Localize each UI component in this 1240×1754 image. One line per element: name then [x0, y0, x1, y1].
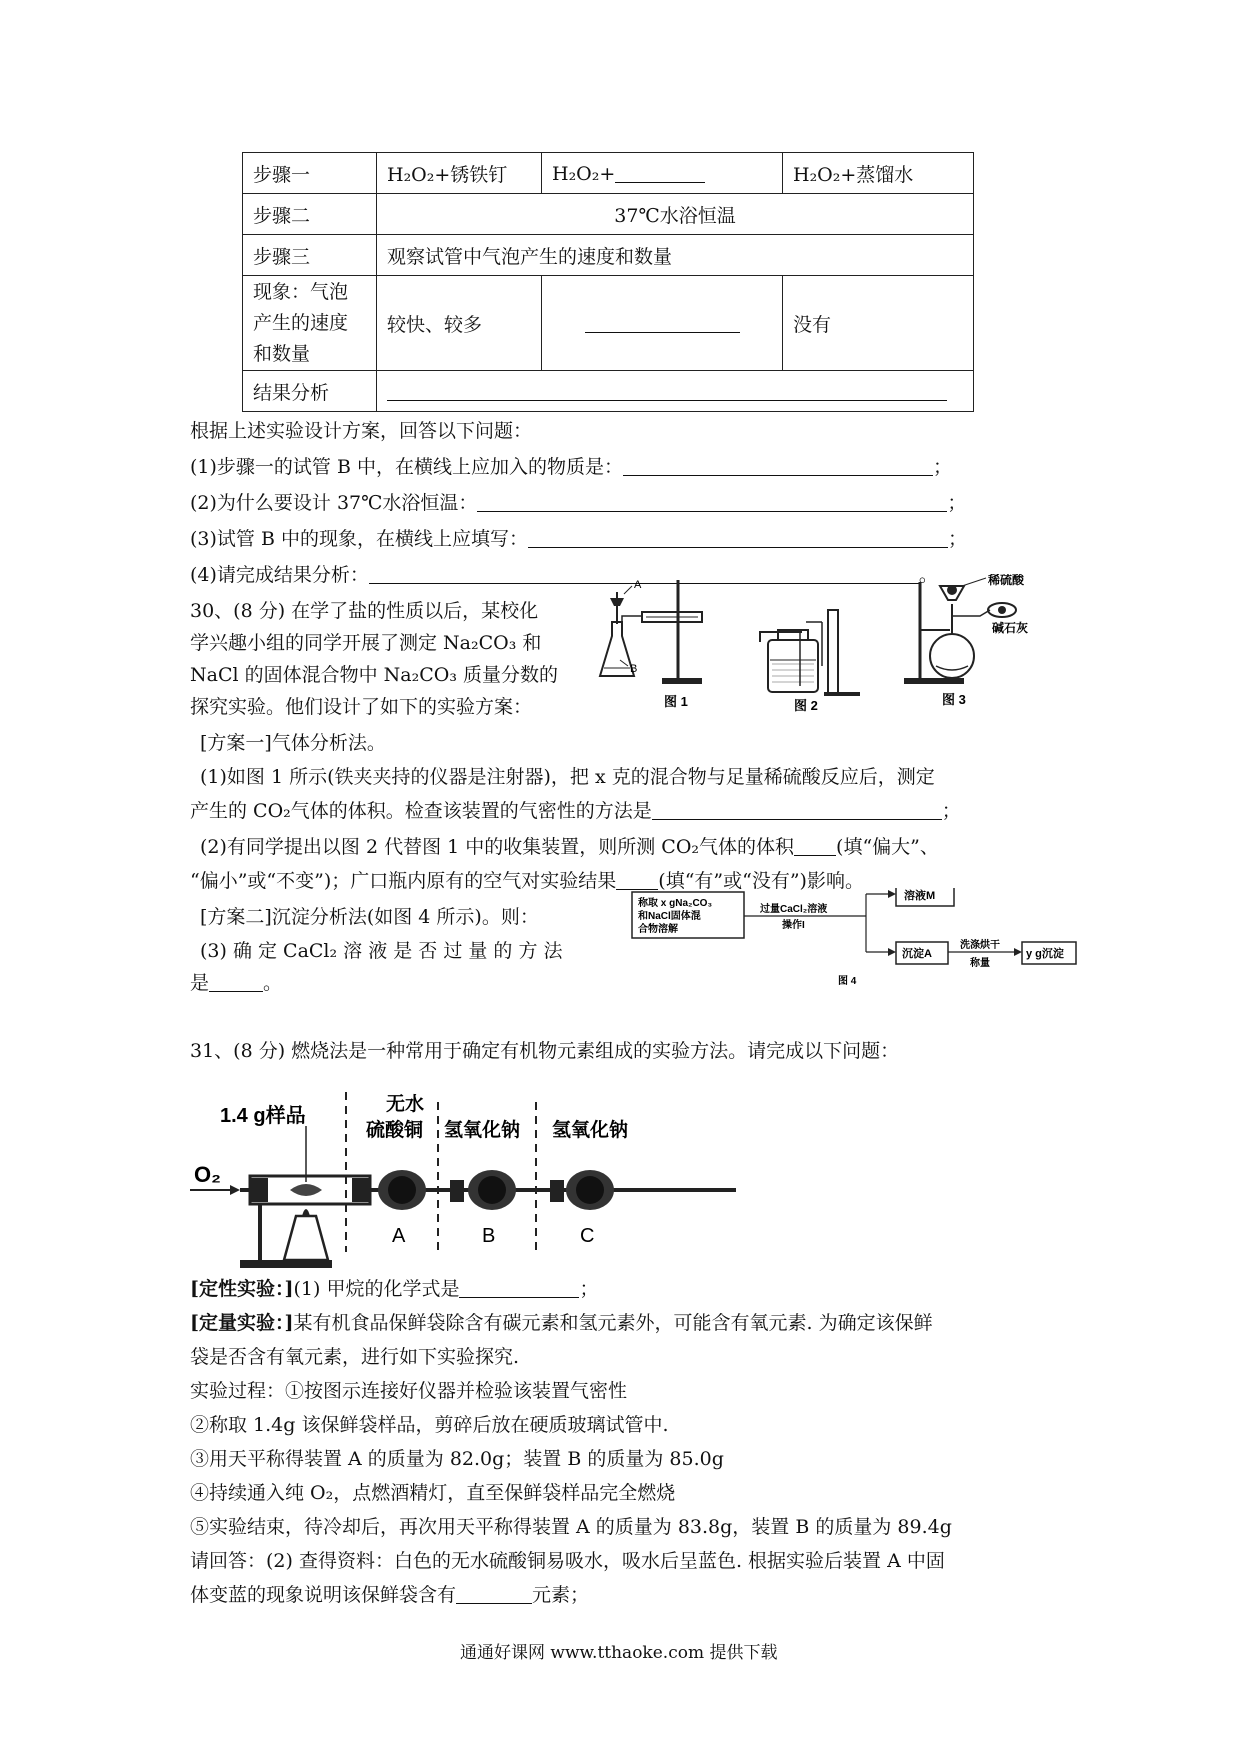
q30-question-1-line: (1)如图 1 所示(铁夹夹持的仪器是注射器)，把 x 克的混合物与足量稀硫酸反应后，测定: [200, 766, 935, 788]
punctuation: ；: [947, 528, 967, 550]
question-text: (4)请完成结果分析：: [190, 564, 369, 586]
table-cell: [377, 371, 974, 412]
question-text: (2)有同学提出以图 2 代替图 1 中的收集装置，则所测 CO₂气体的体积: [200, 836, 795, 858]
flow-arrow-label: 称量: [970, 958, 990, 969]
table-cell: [542, 153, 783, 194]
table-cell: 步骤一: [243, 153, 377, 194]
answer-blank[interactable]: [459, 1277, 579, 1298]
flow-arrow-label: 过量CaCl₂溶液: [760, 904, 828, 915]
question-text: 某有机食品保鲜袋除含有碳元素和氢元素外，可能含有氧元素. 为确定该保鲜: [293, 1312, 933, 1334]
diagram-label-sample: 1.4 g样品: [220, 1105, 306, 1127]
table-row: [243, 235, 974, 276]
experiment-table: [242, 152, 974, 412]
step-line: ③用天平称得装置 A 的质量为 82.0g；装置 B 的质量为 85.0g: [190, 1448, 724, 1470]
diagram-label-cuso4: 无水: [386, 1094, 425, 1115]
diagram-label-c: C: [580, 1225, 595, 1247]
answer-blank[interactable]: [623, 455, 933, 476]
step-line: ⑤实验结束，待冷却后，再次用天平称得装置 A 的质量为 83.8g，装置 B 的质量为 89.4g: [190, 1516, 952, 1538]
step-line: ②称取 1.4g 该保鲜袋样品，剪碎后放在硬质玻璃试管中.: [190, 1414, 669, 1436]
q30-question-3-line: (3) 确 定 CaCl₂ 溶 液 是 否 过 量 的 方 法: [200, 940, 563, 962]
table-row: [243, 153, 974, 194]
diagram-label-o2: O₂: [194, 1162, 221, 1187]
question-text: (3)试管 B 中的现象，在横线上应填写：: [190, 528, 528, 550]
diagram-label-b: B: [482, 1225, 496, 1247]
question-text: 产生的 CO₂气体的体积。检查该装置的气密性的方法是: [190, 800, 652, 822]
q31-intro: 31、(8 分) 燃烧法是一种常用于确定有机物元素组成的实验方法。请完成以下问题：: [190, 1040, 900, 1062]
table-row: [243, 276, 974, 371]
plan-two-heading: [方案二]沉淀分析法(如图 4 所示)。则：: [200, 906, 539, 928]
q30-line: 学兴趣小组的同学开展了测定 Na₂CO₃ 和: [190, 632, 542, 654]
step-line: 实验过程：①按图示连接好仪器并检验该装置气密性: [190, 1380, 628, 1402]
table-cell: 没有: [783, 276, 974, 371]
figure-3-caption: 图 3: [942, 692, 966, 707]
q29-question-4: [190, 562, 938, 588]
question-text: (填“偏大”、: [836, 836, 939, 858]
q29-intro: 根据上述实验设计方案，回答以下问题：: [190, 420, 533, 442]
q30-line: 30、(8 分) 在学了盐的性质以后，某校化: [190, 600, 539, 622]
section-label: [定性实验：]: [190, 1278, 294, 1300]
table-row: [243, 194, 974, 235]
q30-question-1-line: [190, 798, 961, 824]
table-row: [243, 371, 974, 412]
table-cell: 结果分析: [243, 371, 377, 412]
q31-question-2-line: [190, 1582, 589, 1608]
flow-box-precipitate: 沉淀A: [902, 948, 932, 960]
table-cell: 步骤三: [243, 235, 377, 276]
q30-question-3-line: [190, 970, 282, 996]
answer-blank[interactable]: [616, 869, 658, 890]
punctuation: 。: [918, 564, 938, 586]
figure-4-caption: 图 4: [838, 976, 857, 986]
table-cell: 较快、较多: [377, 276, 542, 371]
answer-blank[interactable]: [615, 162, 705, 183]
table-cell: [542, 276, 783, 371]
table-cell: H₂O₂+锈铁钉: [377, 153, 542, 194]
figure-2-gas-bottle: [754, 600, 874, 712]
figure-1-caption: 图 1: [664, 694, 688, 709]
answer-blank[interactable]: [585, 312, 740, 333]
question-text: 是: [190, 972, 210, 994]
table-cell: 观察试管中气泡产生的速度和数量: [377, 235, 974, 276]
punctuation: 。: [263, 972, 283, 994]
section-label: [定量实验：]: [190, 1312, 294, 1334]
q29-question-3: [190, 526, 967, 552]
punctuation: ；: [947, 492, 967, 514]
diagram-label-naoh: 氢氧化钠: [444, 1120, 521, 1141]
figure-1-label-b: B: [630, 663, 638, 675]
figure-3-apparatus: [890, 574, 1080, 712]
q30-question-2-line: [200, 834, 939, 860]
figure-2-caption: 图 2: [794, 698, 818, 712]
answer-blank[interactable]: [387, 380, 947, 401]
question-text: 元素；: [532, 1584, 590, 1606]
question-text: 体变蓝的现象说明该保鲜袋含有: [190, 1584, 457, 1606]
flow-box-start-line: 称取 x gNa₂CO₃: [638, 898, 713, 909]
diagram-label-naoh: 氢氧化钠: [552, 1120, 629, 1141]
plan-one-heading: [方案一]气体分析法。: [200, 732, 386, 754]
page-footer: 通通好课网 www.tthaoke.com 提供下载: [460, 1643, 778, 1663]
flow-arrow-label: 洗涤烘干: [960, 940, 1000, 951]
answer-blank[interactable]: [456, 1583, 532, 1604]
question-text: (填“有”或“没有”)影响。: [658, 870, 864, 892]
figure-3-label-soda-lime: 碱石灰: [992, 621, 1029, 635]
question-text: “偏小”或“不变”)；广口瓶内原有的空气对实验结果: [190, 870, 617, 892]
combustion-apparatus-diagram: [190, 1082, 750, 1272]
answer-blank[interactable]: [652, 799, 942, 820]
q31-question-2-line: 请回答：(2) 查得资料：白色的无水硫酸铜易吸水，吸水后呈蓝色. 根据实验后装置 A 中固: [190, 1550, 945, 1572]
figure-1-gas-apparatus: [592, 572, 742, 712]
step-line: ④持续通入纯 O₂，点燃酒精灯，直至保鲜袋样品完全燃烧: [190, 1482, 676, 1504]
answer-blank[interactable]: [794, 835, 836, 856]
flow-box-filtrate: 溶液M: [904, 890, 936, 902]
qualitative-question: [190, 1276, 598, 1302]
figure-3-label-acid: 稀硫酸: [988, 574, 1025, 587]
answer-blank[interactable]: [209, 971, 263, 992]
answer-blank[interactable]: [477, 491, 947, 512]
table-cell: 37℃水浴恒温: [377, 194, 974, 235]
diagram-label-cuso4: 硫酸铜: [366, 1120, 424, 1141]
diagram-label-a: A: [392, 1225, 406, 1247]
q29-question-1: [190, 454, 952, 480]
flow-box-start-line: 和NaCl固体混: [638, 911, 701, 922]
q30-line: NaCl 的固体混合物中 Na₂CO₃ 质量分数的: [190, 664, 558, 686]
figure-1-label-a: A: [634, 579, 642, 591]
punctuation: ；: [941, 800, 961, 822]
flow-box-start-line: 合物溶解: [638, 924, 678, 935]
question-text: (1)步骤一的试管 B 中，在横线上应加入的物质是：: [190, 456, 623, 478]
quantitative-intro: [190, 1310, 933, 1336]
table-cell: H₂O₂+蒸馏水: [783, 153, 974, 194]
figure-4-flowchart: [630, 888, 1080, 986]
question-text: (2)为什么要设计 37℃水浴恒温：: [190, 492, 478, 514]
flow-box-final: y g沉淀: [1026, 948, 1064, 960]
table-cell: 现象：气泡产生的速度和数量: [243, 276, 377, 371]
q29-question-2: [190, 490, 966, 516]
q30-line: 探究实验。他们设计了如下的实验方案：: [190, 696, 533, 718]
quantitative-intro-2: 袋是否含有氧元素，进行如下实验探究.: [190, 1346, 520, 1368]
table-cell-text: H₂O₂+: [552, 162, 616, 185]
punctuation: ；: [932, 456, 952, 478]
question-text: (1) 甲烷的化学式是: [293, 1278, 460, 1300]
flow-arrow-label: 操作I: [782, 920, 805, 931]
answer-blank[interactable]: [528, 527, 948, 548]
punctuation: ；: [579, 1278, 599, 1300]
table-cell: 步骤二: [243, 194, 377, 235]
